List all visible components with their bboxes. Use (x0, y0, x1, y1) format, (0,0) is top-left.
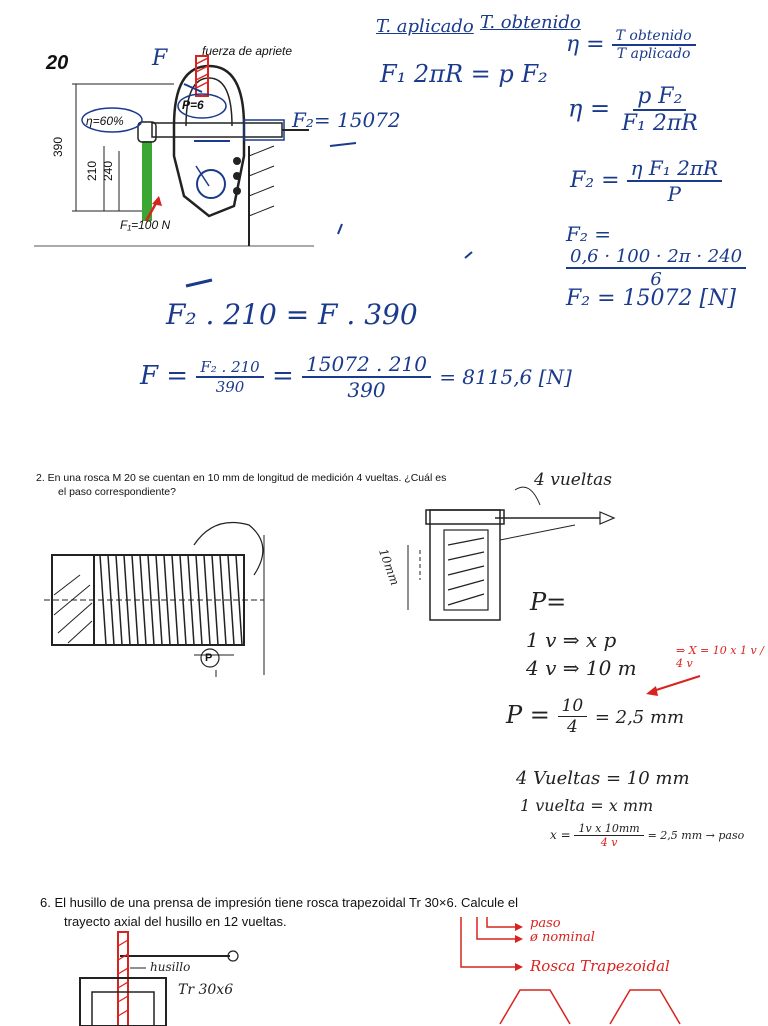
hand-P-eq: P= (530, 588, 567, 616)
hand-balance: F₂ . 210 = F . 390 (166, 298, 418, 331)
hand-f2b-lhs: F₂ = (566, 222, 612, 246)
bolt-P-label: P (205, 652, 213, 664)
hand-P-calc (506, 696, 684, 737)
hand-eta-def-den: T aplicado (616, 46, 691, 62)
dim-390: 390 (51, 136, 66, 158)
hand-f2a-lhs: F₂ = (570, 168, 620, 193)
press-drawing (70, 926, 250, 1026)
hand-F-frac1-num: F₂ . 210 (196, 358, 263, 378)
problem-2-line1: 2. En una rosca M 20 se cuentan en 10 mm de longitud de medición 4 vueltas. ¿Cuál es (36, 472, 447, 484)
hand-line-c (550, 822, 744, 849)
problem-6-line1: 6. El husillo de una prensa de impresión tiene rosca trapezoidal Tr 30×6. Calcule el (40, 895, 519, 910)
hand-f2a-den: P (667, 182, 682, 206)
hand-row2: 4 v ⇒ 10 m (526, 656, 637, 680)
hand-row1: 1 v ⇒ x p (526, 628, 617, 652)
hand-T-obtenido: T. obtenido (480, 12, 581, 33)
hand-line-b: 1 vuelta = x mm (520, 796, 654, 815)
hand-f2b-den: 6 (650, 269, 662, 290)
P-label: P=6 (182, 98, 204, 112)
hand-F-frac2-num: 15072 . 210 (302, 352, 431, 378)
hand-line-c-num: 1v x 10mm (574, 822, 643, 836)
hand-F-result: = 8115,6 [N] (439, 365, 572, 389)
F1-label: F₁=100 N (120, 218, 171, 232)
hand-P-num: 10 (558, 696, 588, 717)
hand-F-frac1-den: 390 (215, 378, 245, 396)
hand-husillo: husillo (150, 960, 191, 974)
hand-tr: Tr 30x6 (178, 982, 234, 998)
hand-line-c-result: = 2,5 mm → paso (647, 829, 745, 842)
hand-rosca: Rosca Trapezoidal (530, 957, 670, 975)
problem-2-line2: el paso correspondiente? (58, 486, 176, 498)
eta-label: η=60% (86, 114, 124, 128)
hand-4vueltas: 4 vueltas (534, 470, 612, 490)
hand-eta-def-lhs: η = (566, 32, 605, 57)
bolt-drawing (44, 515, 284, 680)
hand-eq1: F₁ 2πR = p F₂ (380, 60, 548, 88)
nut-sketch (400, 490, 640, 630)
hand-line-c-den: 4 v (600, 836, 618, 849)
hand-f2a-num: η F₁ 2πR (627, 156, 723, 182)
hand-line-a: 4 Vueltas = 10 mm (516, 768, 690, 789)
hand-F-solution (140, 352, 572, 402)
hand-nominal: ø nominal (530, 930, 595, 945)
hand-P-lhs: P = (506, 701, 550, 729)
hand-F-eq: = (271, 361, 294, 391)
hand-eta2-den: F₁ 2πR (621, 111, 698, 136)
dim-210: 210 (85, 160, 100, 182)
hand-eta-def-num: T obtenido (612, 28, 696, 46)
hand-f2-result: F₂ = 15072 [N] (566, 286, 736, 311)
hand-x-rule: ⇒ X = 10 x 1 v / 4 v (676, 644, 764, 670)
trapezoid-sketch (500, 986, 700, 1026)
problem-6-line2: trayecto axial del husillo en 12 vueltas. (64, 914, 287, 929)
hand-P-result: = 2,5 mm (594, 707, 685, 728)
fuerza-apriete-label: fuerza de apriete (202, 44, 293, 58)
F-label: F (152, 46, 168, 71)
hand-F-frac2-den: 390 (347, 378, 386, 402)
hand-line-c-lhs: x = (550, 828, 571, 842)
hand-F2-value: F₂= 15072 (292, 108, 401, 132)
hand-eta2-lhs: η = (568, 94, 611, 123)
hand-T-aplicado: T. aplicado (376, 16, 474, 37)
problem-20-number: 20 (46, 52, 69, 74)
hand-paso: paso (530, 916, 561, 931)
hand-P-den: 4 (566, 717, 578, 737)
hand-f2b-num: 0,6 · 100 · 2π · 240 (566, 246, 746, 269)
hand-eta2-num: p F₂ (633, 84, 686, 111)
hand-10mm: 10mm (375, 546, 403, 588)
hand-F-lhs: F = (140, 361, 189, 391)
dim-240: 240 (101, 160, 116, 182)
